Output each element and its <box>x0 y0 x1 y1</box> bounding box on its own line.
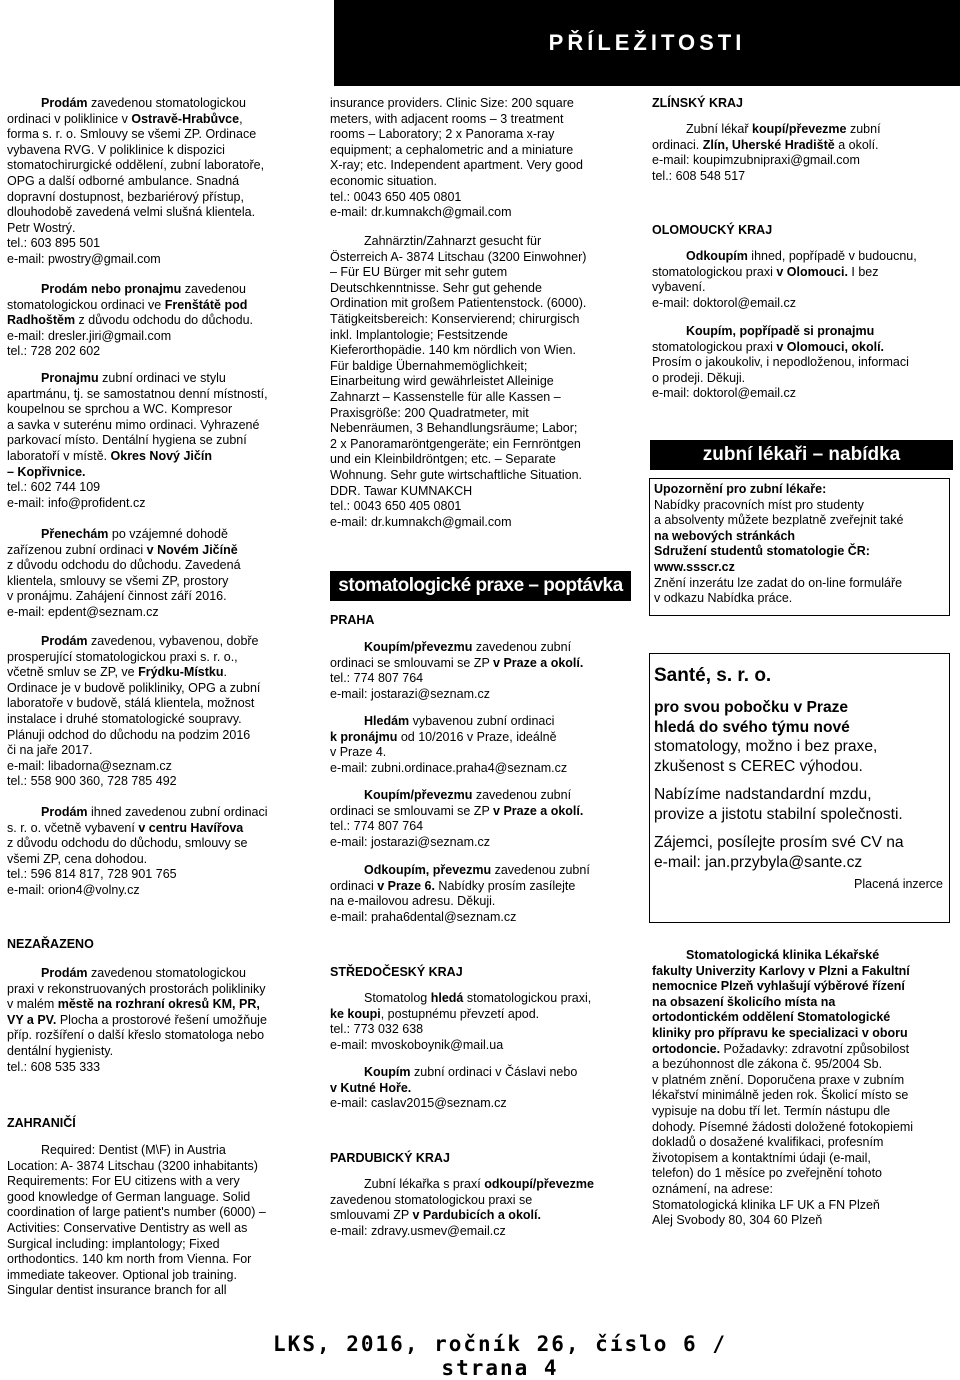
ad-line: zavedenou stomatologickou praxi se <box>330 1192 533 1207</box>
ad-line: tel.: 603 895 501 <box>7 236 101 251</box>
ad-line: o prodeji. Děkuji. <box>652 370 746 385</box>
ad-line: tel.: 728 202 602 <box>7 344 101 359</box>
ad-line: laboratoří v místě. Okres Nový Jičín <box>7 448 212 463</box>
ad-line: Zahnarzt – Kassenstelle für alle Kassen – <box>330 389 561 404</box>
info-box-line: Nabídky pracovních míst pro studenty <box>654 497 864 512</box>
ad-line: VY a PV. Plocha a prostorové řešení umožňuje <box>7 1012 267 1027</box>
ad-line: v malém městě na rozhraní okresů KM, PR, <box>7 997 260 1012</box>
info-box-line: a absolventy můžete bezplatně zveřejnit také <box>654 513 904 528</box>
ad-line: Zahnärztin/Zahnarzt gesucht für <box>364 234 542 248</box>
ad-austria-en <box>7 1143 266 1299</box>
ad-line: – Kopřivnice. <box>7 464 86 479</box>
sante-company-name: Santé, s. r. o. <box>654 665 772 686</box>
ad-line: Prodám zavedenou stomatologickou <box>41 96 246 110</box>
paid-advert-note: Placená inzerce <box>854 877 943 891</box>
ad-line: equipment; a cephalometric and a miniature <box>330 142 574 157</box>
band-lekari-nabidka: zubní lékaři – nabídka <box>650 440 953 470</box>
ad-poliklinika <box>7 966 267 1075</box>
ad-line: Praxisgröße: 200 Quadratmeter, mit <box>330 405 529 420</box>
ad-line[interactable]: e-mail: jostarazi@seznam.cz <box>330 686 490 701</box>
ad-line: v pronájmu. Zahájení činnost září 2016. <box>7 589 227 604</box>
ad-line: apartmánu, tj. se samostatnou denní místností, <box>7 386 268 401</box>
ad-line: inkl. Implantologie; Festsitzende <box>330 327 508 342</box>
ad-line: 2 x Panoramaröntgengeräte; ein Fernröntgen <box>330 436 581 451</box>
ad-line: dlouhodobě zavedená velmi slušná klientela. <box>7 205 256 220</box>
sante-text-line: stomatology, možno i bez praxe, <box>654 738 878 755</box>
ad-line: coordination of large patient's number (6000) – <box>7 1205 266 1220</box>
section-head-olomoucky: OLOMOUCKÝ KRAJ <box>652 223 773 237</box>
ad-line: na obsazení školicího místa na <box>652 994 836 1009</box>
ad-line: Zubní lékařka s praxí odkoupí/převezme <box>364 1177 594 1191</box>
ad-line[interactable]: e-mail: pwostry@gmail.com <box>7 251 161 266</box>
sante-email-line[interactable]: e-mail: jan.przybyla@sante.cz <box>654 853 863 871</box>
ad-line[interactable]: e-mail: caslav2015@seznam.cz <box>330 1096 507 1111</box>
ad-line: Location: A- 3874 Litschau (3200 inhabitants) <box>7 1158 258 1173</box>
ad-line: telefon) do 1 měsíce po zveřejnění tohoto <box>652 1166 883 1181</box>
ad-line: Koupím zubní ordinaci v Čáslavi nebo <box>364 1065 578 1079</box>
ad-line: Singular dentist insurance branch for all <box>7 1283 227 1298</box>
ad-line: Prosím o jakoukoliv, i nepodloženou, informaci <box>652 355 909 370</box>
ad-line: Stomatolog hledá stomatologickou praxi, <box>364 991 592 1005</box>
ad-line: Tätigkeitsbereich: Konservierend; chirurgisch <box>330 311 580 326</box>
ad-austria-en-cont <box>330 96 583 221</box>
ad-frenstat <box>7 282 253 360</box>
ad-line[interactable]: e-mail: libadorna@seznam.cz <box>7 758 172 773</box>
ad-line: Stomatologická klinika LF UK a FN Plzeň <box>652 1197 880 1212</box>
ad-line: tel.: 558 900 360, 728 785 492 <box>7 774 177 789</box>
ad-plzen-klinika <box>652 948 913 1229</box>
ad-line: Deutschkenntnisse. Sehr gut gehende <box>330 280 542 295</box>
ad-line: Hledám vybavenou zubní ordinaci <box>364 714 555 728</box>
section-head-zlinsky: ZLÍNSKÝ KRAJ <box>652 96 743 110</box>
info-box-upozorneni <box>649 478 950 616</box>
ad-line: ordinaci se smlouvami se ZP v Praze a okolí. <box>330 803 584 818</box>
ad-line: v Praze 4. <box>330 745 387 760</box>
ad-olomouc-1 <box>652 249 917 311</box>
section-head-praha: PRAHA <box>330 613 375 627</box>
ad-line: Requirements: For EU citizens with a very <box>7 1174 240 1189</box>
ad-line[interactable]: e-mail: zubni.ordinace.praha4@seznam.cz <box>330 760 568 775</box>
ad-line: dokladů o dosažené kvalifikaci, profesním <box>652 1135 884 1150</box>
ad-praha-3 <box>330 788 583 850</box>
ad-olomouc-2 <box>652 324 909 402</box>
header-bar <box>334 0 960 86</box>
ad-line: dopravní dostupnost, bezbariérový přístup, <box>7 189 244 204</box>
sante-text-line: Zájemci, posílejte prosím své CV na <box>654 834 904 851</box>
ad-line: OPG a další odborné ambulance. Snadná <box>7 173 240 188</box>
ad-line: klientela, smlouvy se všemi ZP, prostory <box>7 573 229 588</box>
ad-line[interactable]: e-mail: mvoskoboynik@mail.ua <box>330 1037 504 1052</box>
ad-line: tel.: 608 535 333 <box>7 1059 101 1074</box>
ad-line: instalace i druhé stomatologické soupravy. <box>7 711 242 726</box>
ad-line: Zubní lékař koupí/převezme zubní <box>686 122 881 136</box>
ad-zlin <box>652 122 881 184</box>
ad-line[interactable]: e-mail: doktorol@email.cz <box>652 386 796 401</box>
ad-line: X-ray; etc. Independent apartment. Very good <box>330 158 583 173</box>
ad-line: tel.: 774 807 764 <box>330 671 424 686</box>
ad-line: vypisuje na dobu tří let. Termín nástupu dle <box>652 1103 891 1118</box>
ad-line: vybavena RVG. V poliklinice k dispozici <box>7 142 225 157</box>
ad-havirov <box>7 805 268 899</box>
ad-line: Ordinace je v budově polikliniky, OPG a zubní <box>7 680 261 695</box>
ad-line: tel.: 774 807 764 <box>330 819 424 834</box>
ad-line: ke koupi, postupnému převzetí apod. <box>330 1006 540 1021</box>
ad-line: stomatologickou ordinaci ve Frenštátě pod <box>7 297 248 312</box>
ad-line: Koupím, popřípadě si pronajmu <box>686 324 875 338</box>
ad-line: good knowledge of German language. Solid <box>7 1189 251 1204</box>
ad-line: lékařství minimálně jeden rok. Školicí místo se <box>652 1088 909 1103</box>
ad-line: Petr Wostrý. <box>7 220 76 235</box>
ad-line: oznámení, na adrese: <box>652 1181 773 1196</box>
ad-line: tel.: 608 548 517 <box>652 168 746 183</box>
sante-ad-box <box>649 653 950 923</box>
ad-line: Für baldige Übernahmemöglichkeit; <box>330 358 528 373</box>
ad-line: prosperující stomatologickou praxi s. r. o., <box>7 649 238 664</box>
ad-line: příp. rozšíření o další křeslo stomatologa nebo <box>7 1028 265 1043</box>
ad-line: životopisem a kontaktními údaji (e-mail, <box>652 1150 871 1165</box>
ad-line: Wohnung. Sehr gute wirtschaftliche Situation. <box>330 467 582 482</box>
ad-line[interactable]: e-mail: koupimzubnipraxi@gmail.com <box>652 153 860 168</box>
ad-line: stomatologickou praxi v Olomouci. I bez <box>652 264 879 279</box>
ad-line: praxi v rekonstruovaných prostorách polikliniky <box>7 981 266 996</box>
ad-line: k pronájmu od 10/2016 v Praze, ideálně <box>330 729 557 744</box>
ad-line: DDR. Tawar KUMNAKCH <box>330 483 473 498</box>
ad-frydek-mistek <box>7 634 260 790</box>
ad-line: z důvodu odchodu do důchodu. Zavedená <box>7 558 241 573</box>
ad-line: ortodontickém oddělení Stomatologické <box>652 1010 891 1025</box>
ad-line: tel.: 0043 650 405 0801 <box>330 189 462 204</box>
ad-line: Stomatologická klinika Lékařské <box>686 948 880 962</box>
ad-line: Odkoupím ihned, popřípadě v budoucnu, <box>686 249 917 263</box>
ad-line: Plánuji odchod do důchodu na podzim 2016 <box>7 727 251 742</box>
ad-line: z důvodu odchodu do důchodu, smlouvy se <box>7 836 248 851</box>
ad-line: stomatologickou praxi v Olomouci, okolí. <box>652 339 885 354</box>
ad-austria-de <box>330 234 586 530</box>
ad-line: ordinaci. Zlín, Uherské Hradiště a okolí. <box>652 137 879 152</box>
ad-line: laboratoře v budově, stálá klientela, možnost <box>7 696 255 711</box>
ad-novy-jicin <box>7 527 241 621</box>
ad-line: ordinaci se smlouvami se ZP v Praze a okolí. <box>330 655 584 670</box>
ad-line: Radhoštěm z důvodu odchodu do důchodu. <box>7 313 254 328</box>
ad-line: ortodoncie. Požadavky: zdravotní způsobilost <box>652 1041 910 1056</box>
ad-line: tel.: 773 032 638 <box>330 1022 424 1037</box>
ad-line[interactable]: e-mail: orion4@volny.cz <box>7 882 140 897</box>
ad-line: včetně smluv se ZP, ve Frýdku-Místku. <box>7 665 227 680</box>
sante-text-line: hledá do svého týmu nové <box>654 718 850 736</box>
ad-line: und ein Kleinbildröntgen; etc. – Separate <box>330 452 556 467</box>
ad-line: parkovací místo. Dentální hygiena se zubní <box>7 433 247 448</box>
ad-line: Ordination mit großem Patientenstock. (6000). <box>330 296 587 311</box>
ad-koprivnice <box>7 371 268 511</box>
ad-line: koupelnou se sprchou a WC. Kompresor <box>7 402 233 417</box>
section-head-zahranici: ZAHRANIČÍ <box>7 1116 76 1130</box>
ad-praha-2 <box>330 714 567 776</box>
info-box-link[interactable]: www.ssscr.cz <box>654 559 735 574</box>
ad-line: Nebenräumen, 3 Behandlungsräume; Labor; <box>330 421 578 436</box>
ad-caslav <box>330 1065 577 1112</box>
ad-line: vybavení. <box>652 280 706 295</box>
ad-line: všemi ZP, cena dohodou. <box>7 851 148 866</box>
ad-line[interactable]: e-mail: epdent@seznam.cz <box>7 604 159 619</box>
ad-line[interactable]: e-mail: dr.kumnakch@gmail.com <box>330 205 512 220</box>
section-head-pardubicky: PARDUBICKÝ KRAJ <box>330 1151 450 1165</box>
ad-line: immediate takeover. Optional job training. <box>7 1267 237 1282</box>
ad-line: – Für EU Bürger mit sehr gutem <box>330 265 508 280</box>
ad-line: v platném znění. Doporučena praxe v zubním <box>652 1072 905 1087</box>
ad-line: meters, with adjacent rooms – 3 treatment <box>330 111 564 126</box>
ad-line: orthodontics. 140 km north from Vienna. For <box>7 1252 252 1267</box>
ad-line: rooms – Laboratory; 2 x Panorama x-ray <box>330 127 555 142</box>
sante-text-line: pro svou pobočku v Praze <box>654 699 849 716</box>
ad-line: a savka v suterénu mimo ordinaci. Vyhrazené <box>7 417 260 432</box>
ad-line: forma s. r. o. Smlouvy se všemi ZP. Ordinace <box>7 127 257 142</box>
ad-line: economic situation. <box>330 173 438 188</box>
info-box-line: Sdružení studentů stomatologie ČR: <box>654 544 870 559</box>
ad-praha-6 <box>330 863 590 925</box>
info-box-line: na webových stránkách <box>654 528 796 543</box>
ad-line: Einarbeitung wird gewährleistet Alleinige <box>330 374 554 389</box>
ad-line[interactable]: e-mail: jostarazi@seznam.cz <box>330 834 490 849</box>
ad-line[interactable]: e-mail: info@profident.cz <box>7 495 146 510</box>
page-footer: LKS, 2016, ročník 26, číslo 6 / strana 4 <box>273 1332 727 1380</box>
info-box-line: Znění inzerátu lze zadat do on-line formuláře <box>654 575 903 590</box>
band-praxe-poptavka: stomatologické praxe – poptávka <box>330 571 631 601</box>
ad-stredocesky-1 <box>330 991 591 1053</box>
ad-line: Přenechám po vzájemné dohodě <box>41 527 228 541</box>
ad-line: Odkoupím, převezmu zavedenou zubní <box>364 863 590 877</box>
page-title: PŘÍLEŽITOSTI <box>548 30 746 55</box>
ad-line: Kieferorthopädie. 140 km nördlich von Wien. <box>330 343 576 358</box>
ad-line: Pronajmu zubní ordinaci ve stylu <box>41 371 226 385</box>
ad-line: Prodám ihned zavedenou zubní ordinaci <box>41 805 268 819</box>
ad-line: Prodám zavedenou stomatologickou <box>41 966 246 980</box>
ad-line: a bezúhonnost dle zákona č. 95/2004 Sb. <box>652 1057 883 1072</box>
ad-line[interactable]: e-mail: zdravy.usmev@email.cz <box>330 1223 506 1238</box>
ad-line: zařízenou zubní ordinaci v Novém Jičíně <box>7 542 238 557</box>
ad-ostrava <box>7 96 264 268</box>
ad-line: insurance providers. Clinic Size: 200 square <box>330 96 574 110</box>
ad-line: Activities: Conservative Dentistry as well as <box>7 1220 248 1235</box>
ad-line[interactable]: e-mail: dr.kumnakch@gmail.com <box>330 514 512 529</box>
ad-line[interactable]: e-mail: dresler.jiri@gmail.com <box>7 328 172 343</box>
ad-line: tel.: 0043 650 405 0801 <box>330 499 462 514</box>
ad-line: Österreich A- 3874 Litschau (3200 Einwohner) <box>330 249 587 264</box>
ad-line: s. r. o. včetně vybavení v centru Havířova <box>7 820 244 835</box>
ad-line: Koupím/převezmu zavedenou zubní <box>364 788 572 802</box>
ad-line: Alej Svobody 80, 304 60 Plzeň <box>652 1213 823 1228</box>
ad-praha-1 <box>330 640 583 702</box>
ad-line: dentální hygienisty. <box>7 1043 114 1058</box>
ad-line: ordinaci v Praze 6. Nabídky prosím zasílejte <box>330 878 576 893</box>
ad-line: v Kutné Hoře. <box>330 1080 412 1095</box>
ad-line: stomatochirurgické oddělení, zubní laboratoře, <box>7 158 265 173</box>
ad-line: Koupím/převezmu zavedenou zubní <box>364 640 572 654</box>
sante-text-line: provize a jistotu stabilní společnosti. <box>654 805 903 823</box>
ad-line: tel.: 596 814 817, 728 901 765 <box>7 867 177 882</box>
ad-line: Required: Dentist (M\F) in Austria <box>41 1143 226 1157</box>
ad-line: ordinaci v poliklinice v Ostravě-Hrabůvce, <box>7 111 243 126</box>
ad-line[interactable]: e-mail: doktorol@email.cz <box>652 295 796 310</box>
ad-line: fakulty Univerzity Karlovy v Plzni a Fakultní <box>652 963 910 978</box>
ad-line: dohody. Písemné žádosti doložené fotokopiemi <box>652 1119 914 1134</box>
ad-line: Prodám nebo pronajmu zavedenou <box>41 282 246 296</box>
ad-line: smlouvami ZP v Pardubicích a okolí. <box>330 1208 541 1223</box>
sante-text-line: zkušenost s CEREC výhodou. <box>654 757 863 775</box>
ad-line: či na jaře 2017. <box>7 743 93 758</box>
ad-line: nemocnice Plzeň vyhlašují výběrové řízení <box>652 979 905 994</box>
ad-line: na e-mailovou adresu. Děkuji. <box>330 894 496 909</box>
info-box-line: Upozornění pro zubní lékaře: <box>654 482 827 496</box>
ad-line: tel.: 602 744 109 <box>7 480 101 495</box>
ad-line: kliniky pro přípravu ke specializaci v oboru <box>652 1025 908 1040</box>
ad-line[interactable]: e-mail: praha6dental@seznam.cz <box>330 909 517 924</box>
section-head-stredocesky: STŘEDOČESKÝ KRAJ <box>330 965 463 979</box>
ad-pardubice <box>330 1177 594 1239</box>
sante-text-line: Nabízíme nadstandardní mzdu, <box>654 786 872 803</box>
section-head-nezarazeno: NEZAŘAZENO <box>7 937 94 951</box>
info-box-line: v odkazu Nabídka práce. <box>654 591 793 606</box>
ad-line: Prodám zavedenou, vybavenou, dobře <box>41 634 259 648</box>
ad-line: Surgical including: implantology; Fixed <box>7 1236 220 1251</box>
